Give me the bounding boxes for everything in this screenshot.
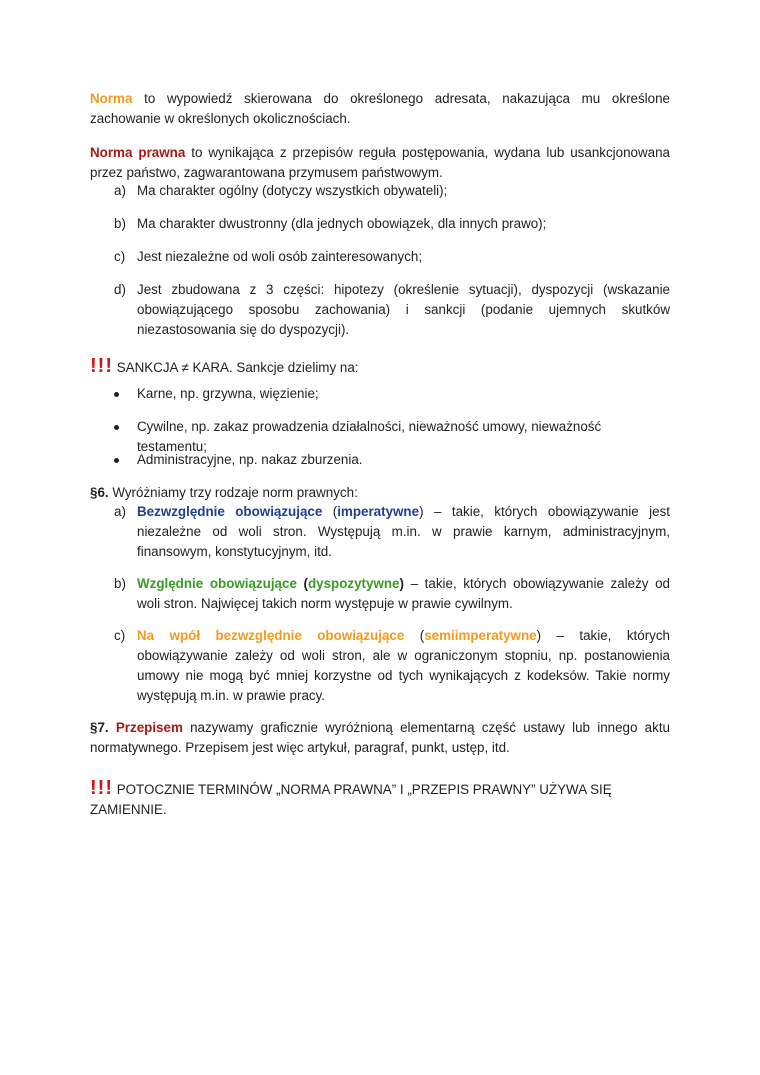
section7-text: nazywamy graficznie wyróżnioną elementarną część ustawy lub innego aktu normatywnego. Przepisem jest więc artykuł, paragraf, punkt, ustęp, itd. <box>90 720 670 755</box>
intro-paragraph <box>90 89 670 129</box>
section6-text: Wyróżniamy trzy rodzaje norm prawnych: <box>108 485 358 500</box>
norm-type-term: Względnie obowiązujące <box>137 576 297 591</box>
term-norma-prawna: Norma prawna <box>90 145 186 160</box>
list-label: b) <box>114 576 126 591</box>
bullet-item: Cywilne, np. zakaz prowadzenia działalności, nieważność umowy, nieważność testamentu; <box>137 419 602 454</box>
list-item: Ma charakter dwustronny (dla jednych obowiązek, dla innych prawo); <box>137 216 547 231</box>
norm-type-text: – takie, których obowiązywanie zależy od woli stron, ale w ograniczonym stopniu, np. postanowienia umowy nie mogą być mniej korzystne od tych wynikających z kodeksów. Takie normy występują m.in. w prawie pracy. <box>137 628 670 703</box>
bullet-item: Administracyjne, np. nakaz zburzenia. <box>137 452 363 467</box>
paren-close: ) <box>419 504 424 519</box>
term-norma: Norma <box>90 91 133 106</box>
list-item: Ma charakter ogólny (dotyczy wszystkich obywateli); <box>137 183 448 198</box>
intro-text: to wypowiedź skierowana do określonego adresata, nakazująca mu określone zachowanie w określonych okolicznościach. <box>90 91 670 126</box>
norm-type-item <box>137 502 670 562</box>
paren-open: ( <box>296 576 308 591</box>
paren-close: ) <box>399 576 404 591</box>
section7-number: §7. <box>90 720 109 735</box>
norm-type-term: Bezwzględnie obowiązujące <box>137 504 323 519</box>
sanction-note <box>90 356 670 378</box>
norm-type-text: – takie, których obowiązywanie zależy od woli stron. Najwięcej takich norm występuje w prawie cywilnym. <box>137 576 670 611</box>
legal-norm-text: to wynikająca z przepisów reguła postępowania, wydana lub usankcjonowana przez państwo, zagwarantowana przymusem państwowym. <box>90 145 670 180</box>
warning-marker: !!! <box>90 355 113 377</box>
warning-marker: !!! <box>90 777 113 799</box>
final-note <box>90 778 670 820</box>
norm-type-item <box>137 626 670 706</box>
list-label: a) <box>114 504 126 519</box>
norm-type-alt: imperatywne <box>337 504 420 519</box>
section6-number: §6. <box>90 485 109 500</box>
paren-open: ( <box>322 504 338 519</box>
norm-type-alt: dyspozytywne <box>307 576 400 591</box>
bullet-dot-icon <box>114 458 119 463</box>
list-item: Jest zbudowana z 3 części: hipotezy (określenie sytuacji), dyspozycji (wskazanie obowiązującego sposobu zachowania) i sankcji (podanie ujemnych skutków niezastosowania się do dyspozycji). <box>137 282 670 337</box>
sanction-text: SANKCJA ≠ KARA. Sankcje dzielimy na: <box>112 360 359 375</box>
bullet-dot-icon <box>114 425 119 430</box>
paren-close: ) <box>536 628 542 643</box>
list-label: b) <box>114 216 126 231</box>
list-label: d) <box>114 282 126 297</box>
norm-type-item <box>137 574 670 614</box>
list-label: c) <box>114 628 126 643</box>
section6-heading <box>90 483 670 503</box>
list-item: Jest niezależne od woli osób zainteresowanych; <box>137 249 423 264</box>
norm-type-alt: semiimperatywne <box>424 628 537 643</box>
paren-open: ( <box>404 628 425 643</box>
list-label: a) <box>114 183 126 198</box>
norm-type-text: – takie, których obowiązywanie jest niezależne od woli stron. Występują m.in. w prawie karnym, administracyjnym, finansowym, konstytucyjnym, itd. <box>137 504 670 559</box>
term-przepis: Przepisem <box>115 720 183 735</box>
bullet-dot-icon <box>114 392 119 397</box>
bullet-item: Karne, np. grzywna, więzienie; <box>137 386 319 401</box>
section7-paragraph <box>90 718 670 758</box>
norm-type-term: Na wpół bezwzględnie obowiązujące <box>137 628 405 643</box>
legal-norm-paragraph <box>90 143 670 183</box>
list-label: c) <box>114 249 126 264</box>
final-note-text: POTOCZNIE TERMINÓW „NORMA PRAWNA” I „PRZEPIS PRAWNY” UŻYWA SIĘ ZAMIENNIE. <box>90 782 612 817</box>
